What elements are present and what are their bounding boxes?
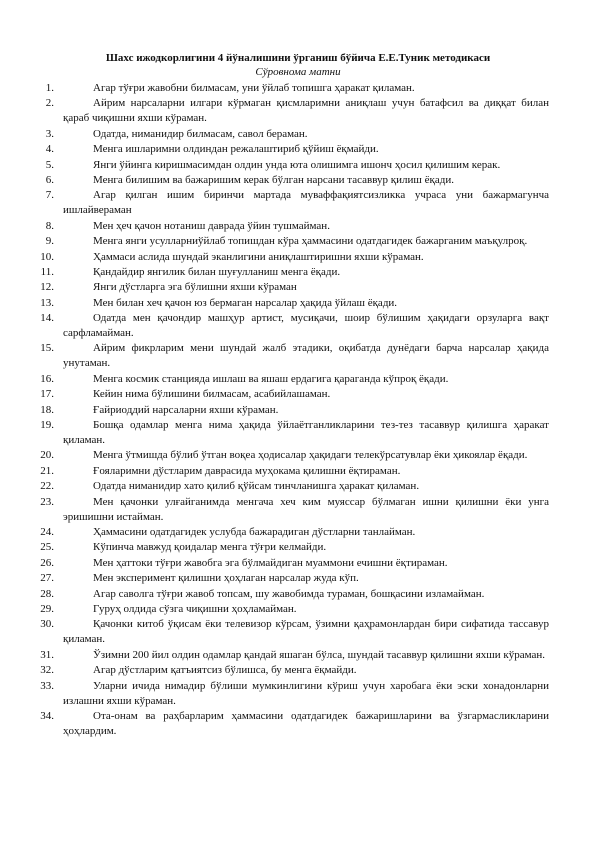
- list-item: [40, 341, 549, 371]
- item-number: 6.: [45, 173, 54, 186]
- item-number: 33.: [40, 679, 54, 692]
- list-item: [40, 525, 549, 540]
- item-text: Агар дўстларим қатъиятсиз бўлишса, бу менга ёқмайди.: [93, 664, 357, 677]
- document-subtitle: Сўровнома матни: [255, 66, 341, 78]
- list-item: [40, 679, 549, 709]
- list-item: [40, 571, 549, 586]
- list-item: [45, 188, 549, 218]
- item-text: Менга билишим ва бажаришим керак бўлган нарсани тасаввур қилиш ёқади.: [93, 173, 454, 186]
- list-item: [40, 372, 549, 387]
- item-number: 7.: [45, 189, 54, 202]
- list-item: [40, 587, 549, 602]
- item-number: 1.: [45, 82, 54, 94]
- item-number: 10.: [40, 250, 54, 263]
- list-item: [45, 142, 549, 157]
- list-item: [45, 234, 549, 249]
- item-text: Айрим нарсаларни илгари кўрмаган қисмларимни аниқлаш учун батафсил ва диққат билан қараб чиқишни яхши кўраман.: [63, 97, 549, 125]
- item-number: 8.: [45, 219, 54, 232]
- item-text: Қандайдир янгилик билан шуғулланиш менга ёқади.: [93, 265, 341, 278]
- item-text: Менга космик станцияда ишлаш ва яшаш ердагига қараганда кўпроқ ёқади.: [93, 372, 449, 385]
- item-number: 9.: [45, 235, 54, 248]
- list-item: [40, 479, 549, 494]
- list-item: [40, 387, 549, 402]
- list-item: [40, 403, 549, 418]
- item-text: Бошқа одамлар менга нима ҳақида ўйлаётганликларини тез-тез тасаввур қилишга ҳаракат қиламан.: [63, 419, 549, 447]
- item-number: 21.: [40, 464, 54, 477]
- list-item: [40, 617, 549, 647]
- item-number: 26.: [40, 556, 54, 569]
- list-item: [40, 265, 549, 280]
- item-text: Одатда ниманидир хато қилиб қўйсам тинчланишга ҳаракат қиламан.: [93, 480, 420, 493]
- item-text: Ҳаммасини одатдагидек услубда бажарадиган дўстларни танлайман.: [93, 525, 416, 538]
- list-item: [45, 96, 549, 126]
- item-text: Менга ишларимни олдиндан режалаштириб қўйиш ёқмайди.: [93, 143, 379, 156]
- item-text: Кейин нима бўлишини билмасам, асабийлашаман.: [93, 388, 331, 401]
- list-item: [40, 648, 549, 663]
- item-text: Агар қилган ишим биринчи мартада муваффақиятсизликка учраса уни бажармагунча ишлайвераман: [63, 189, 549, 217]
- item-text: Агар тўғри жавобни билмасам, уни ўйлаб топишга ҳаракат қиламан.: [93, 82, 415, 94]
- list-item: [40, 296, 549, 311]
- item-number: 23.: [40, 495, 54, 508]
- item-text: Айрим фикрларим мени шундай жалб этадики, оқибатда дунёдаги барча нарсалар ҳақида унутаман.: [63, 342, 549, 370]
- item-number: 18.: [40, 403, 54, 416]
- item-number: 15.: [40, 342, 54, 355]
- item-number: 29.: [40, 602, 54, 615]
- item-number: 30.: [40, 618, 54, 631]
- item-number: 14.: [40, 312, 54, 325]
- item-number: 25.: [40, 541, 54, 554]
- item-number: 31.: [40, 648, 54, 661]
- list-item: [40, 464, 549, 479]
- item-number: 16.: [40, 372, 54, 385]
- item-number: 34.: [40, 709, 54, 722]
- item-number: 5.: [45, 158, 54, 171]
- item-number: 11.: [40, 265, 54, 278]
- list-item: [45, 158, 549, 173]
- list-item: [40, 280, 549, 295]
- item-number: 27.: [40, 572, 54, 585]
- item-text: Менга ўтмишда бўлиб ўтган воқеа ҳодисалар ҳақидаги телекўрсатувлар ёки ҳикоялар ёқади.: [93, 449, 528, 462]
- item-text: Мен билан хеч қачон юз бермаган нарсалар ҳақида ўйлаш ёқади.: [93, 296, 398, 309]
- item-text: Янги ўйинга киришмасимдан олдин унда юта олишимга ишонч ҳосил қилишим керак.: [93, 158, 501, 171]
- item-text: Ота-онам ва раҳбарларим ҳаммасини одатдагидек бажаришларини ва ўзгармасликларини ҳоҳлардим.: [63, 709, 549, 737]
- item-text: Қачонки китоб ўқисам ёки телевизор кўрсам, ўзимни қаҳрамонлардан бири сифатида тассавур қиламан.: [63, 618, 549, 646]
- item-number: 4.: [45, 143, 54, 156]
- list-item: [40, 540, 549, 555]
- item-text: Кўпинча мавжуд қоидалар менга тўғри келмайди.: [93, 541, 327, 554]
- document-title: Шахс ижодкорлигини 4 йўналишини ўрганиш бўйича Е.Е.Туник методикаси: [105, 52, 491, 64]
- list-item: [40, 311, 549, 341]
- list-item: [40, 250, 549, 265]
- item-text: Агар саволга тўғри жавоб топсам, шу жавобимда тураман, бошқасини изламайман.: [93, 587, 485, 600]
- item-number: 3.: [45, 127, 54, 140]
- item-text: Менга янги усулларниўйлаб топишдан кўра ҳаммасини одатдагидек бажарганим маъқулроқ.: [93, 235, 528, 248]
- item-text: Одатда, ниманидир билмасам, савол бераман.: [93, 127, 308, 140]
- item-number: 28.: [40, 587, 54, 600]
- item-number: 12.: [40, 281, 54, 294]
- item-text: Уларни ичида нимадир бўлиши мумкинлигини кўриш учун харобага ёки эски хонадонларни излашни яхши кўраман.: [63, 679, 549, 707]
- item-text: Мен қачонки улғайганимда менгача хеч ким муяссар бўлмаган ишни қилишни ёки унга эришишни истайман.: [63, 495, 549, 523]
- list-item: [45, 173, 549, 188]
- item-number: 32.: [40, 664, 54, 677]
- item-number: 2.: [45, 97, 54, 110]
- list-item: [40, 602, 549, 617]
- item-text: Ҳаммаси аслида шундай эканлигини аниқлаштиришни яхши кўраман.: [93, 250, 424, 263]
- list-item: [40, 556, 549, 571]
- item-number: 19.: [40, 419, 54, 432]
- item-text: Гуруҳ олдида сўзга чиқишни ҳоҳламайман.: [93, 602, 297, 615]
- list-item: [40, 448, 549, 463]
- list-item: [40, 495, 549, 525]
- item-text: Ғояларимни дўстларим даврасида муҳокама қилишни ёқтираман.: [93, 464, 401, 477]
- item-text: Мен ҳаттоки тўғри жавобга эга бўлмайдиган муаммони ечишни ёқтираман.: [93, 556, 448, 569]
- item-text: Мен эксперимент қилишни ҳоҳлаган нарсалар жуда кўп.: [93, 572, 359, 585]
- list-item: [45, 219, 549, 234]
- item-number: 17.: [40, 388, 54, 401]
- item-text: Одатда мен қачондир машҳур артист, мусиқачи, шоир бўлишим ҳақидаги орзуларга вақт сарфламайман.: [63, 312, 549, 340]
- item-text: Ғайриоддий нарсаларни яхши кўраман.: [93, 403, 279, 416]
- item-number: 24.: [40, 525, 54, 538]
- item-text: Мен ҳеч қачон нотаниш даврада ўйин тушмайман.: [93, 219, 330, 232]
- item-text: Янги дўстларга эга бўлишни яхши кўраман: [93, 281, 297, 294]
- item-text: Ўзимни 200 йил олдин одамлар қандай яшаган бўлса, шундай тасаввур қилишни яхши кўраман.: [93, 648, 545, 661]
- list-item: [45, 127, 549, 142]
- list-item: [45, 81, 549, 96]
- item-number: 13.: [40, 296, 54, 309]
- list-item: [40, 418, 549, 448]
- list-item: [40, 709, 549, 739]
- list-item: [40, 663, 549, 678]
- questionnaire-list: [40, 81, 549, 739]
- item-number: 20.: [40, 449, 54, 462]
- item-number: 22.: [40, 480, 54, 493]
